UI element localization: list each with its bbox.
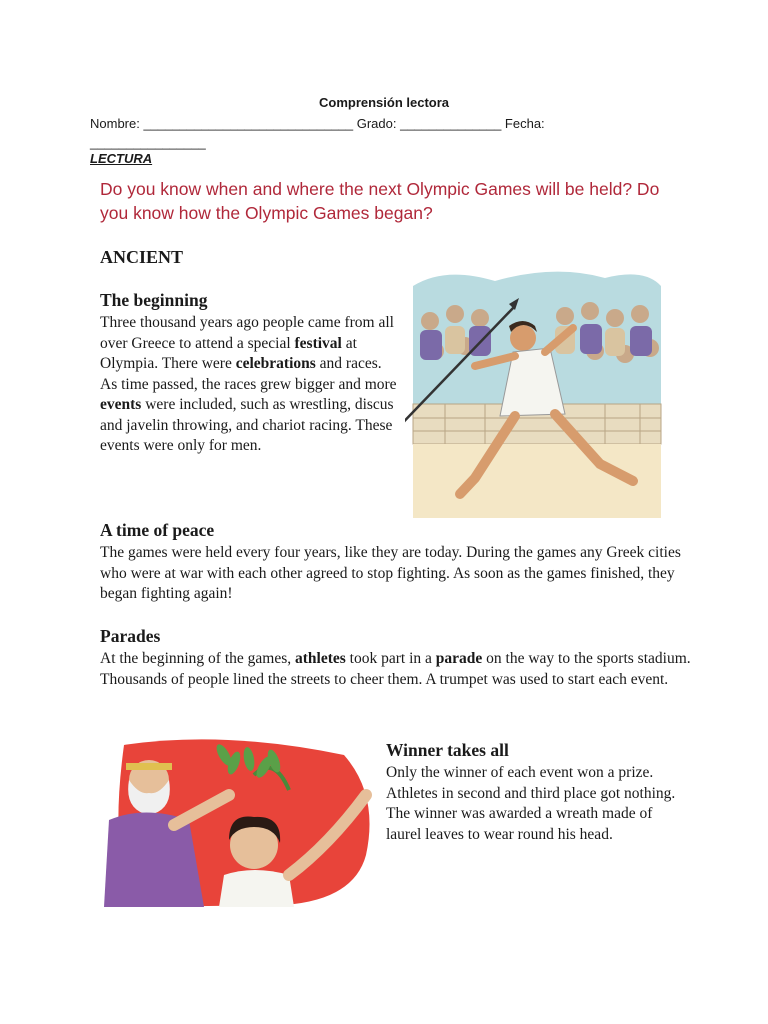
keyword-festival: festival <box>294 334 342 352</box>
beginning-text-1: Three thousand years ago people came from all over Greece to attend a special <box>100 314 394 352</box>
beginning-text-4: were included, such as wrestling, discus and javelin throwing, and chariot racing. These events were only for men. <box>100 396 394 454</box>
laurel-wreath-illustration <box>104 735 374 910</box>
keyword-parade: parade <box>435 650 483 667</box>
student-form-row: Nombre: _____________________________ Grado: ______________ Fecha: <box>90 116 545 131</box>
keyword-celebrations: celebrations <box>235 355 316 372</box>
parades-text-3: on the way to the sports stadium. Thousands of people lined the streets to cheer them. A trumpet was used to start each event. <box>100 650 691 688</box>
intro-question: Do you know when and where the next Olympic Games will be held? Do you know how the Olympic Games began? <box>100 179 660 223</box>
parades-text-2: took part in a <box>345 650 436 667</box>
parades-paragraph <box>100 649 700 690</box>
parades-heading: Parades <box>100 626 161 646</box>
section-label: LECTURA <box>90 151 153 166</box>
beginning-text-3: and races. As time passed, the races grew bigger and more <box>100 355 397 393</box>
beginning-text-2: at Olympia. There were <box>100 334 357 372</box>
winner-heading: Winner takes all <box>386 740 509 760</box>
keyword-athletes: athletes <box>295 650 346 667</box>
peace-paragraph: The games were held every four years, like they are today. During the games any Greek cities who were at war with each other agreed to stop fighting. As soon as the games finished, they began fighting again! <box>100 544 681 602</box>
javelin-thrower-illustration <box>405 266 663 518</box>
beginning-paragraph <box>100 313 400 457</box>
keyword-events: events <box>100 396 142 413</box>
beginning-heading: The beginning <box>100 290 208 310</box>
winner-paragraph: Only the winner of each event won a prize. Athletes in second and third place got nothing. The winner was awarded a wreath made of laurel leaves to wear round his head. <box>386 764 676 843</box>
page-title: Comprensión lectora <box>318 95 450 110</box>
peace-heading: A time of peace <box>100 520 215 540</box>
ancient-heading: ANCIENT <box>100 247 184 267</box>
parades-text-1: At the beginning of the games, <box>100 650 295 667</box>
date-underline: ________________ <box>90 135 206 150</box>
